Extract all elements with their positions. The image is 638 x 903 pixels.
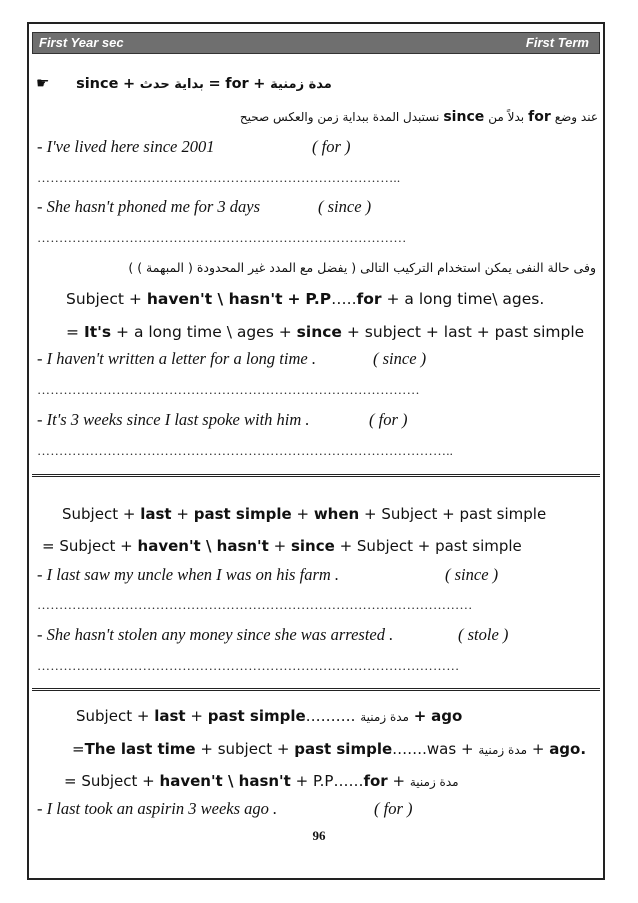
exercise-2: - She hasn't phoned me for 3 days (37, 197, 261, 216)
header-right: First Term (525, 35, 589, 50)
answer-line[interactable]: ………………………………………………………………………………….. (37, 443, 454, 458)
f-for: for (356, 290, 382, 308)
note-since: since (443, 109, 485, 125)
f-ago: ago (431, 707, 463, 725)
exercise-1-hint: ( for ) (312, 137, 351, 156)
f-plus: + (136, 707, 150, 725)
f-equals: = Subject + (64, 772, 155, 790)
f-gap: …….was + (392, 740, 474, 758)
rule-plus: + (123, 76, 136, 92)
f-its: It's (83, 323, 112, 341)
exercise-4: - It's 3 weeks since I last spoke with him . (37, 410, 310, 429)
exercise-5: - I last saw my uncle when I was on his farm . (37, 565, 340, 584)
exercise-6-hint: ( stole ) (458, 625, 509, 644)
f-ar-duration: مدة زمنية (409, 775, 459, 789)
f-past-simple: past simple (294, 740, 393, 758)
f-plus: + (296, 505, 310, 523)
exercise-2-hint: ( since ) (318, 197, 372, 216)
f-aux: haven't \ hasn't (159, 772, 291, 790)
f-when: when (313, 505, 360, 523)
rule-equals: = (208, 76, 221, 92)
f-part: + a long time \ ages + (116, 323, 292, 341)
f-plus: + (176, 505, 189, 523)
f-past-simple: past simple (193, 505, 292, 523)
answer-line[interactable]: ………………………………………………………………………… (37, 230, 407, 245)
f-plus: + (128, 290, 142, 308)
rule-since: since (76, 76, 119, 92)
formula-since (42, 537, 522, 555)
answer-line[interactable]: …………………………………………………………………………… (37, 382, 420, 397)
rule-since-for (36, 74, 332, 92)
f-subject: Subject (62, 505, 119, 523)
f-subject: Subject (66, 290, 124, 308)
answer-line[interactable]: …………………………………………………………………………………… (37, 658, 460, 673)
f-plus: + (122, 505, 136, 523)
f-last: last (154, 707, 186, 725)
f-gap: ….. (331, 290, 357, 308)
note-swap (240, 108, 598, 126)
rule-plus: + (253, 76, 266, 92)
f-plus: + (190, 707, 203, 725)
f-plus: + (287, 290, 301, 308)
f-part: + subject + (200, 740, 290, 758)
f-last-time: The last time (84, 740, 196, 758)
exercise-6: - She hasn't stolen any money since she was arrested . (37, 625, 394, 644)
exercise-7-hint: ( for ) (374, 799, 413, 818)
pointing-hand-icon: ☛ (36, 74, 50, 92)
f-equals: = (66, 323, 79, 341)
exercise-3: - I haven't written a letter for a long time . (37, 349, 316, 368)
exercise-sentence: - I've lived here since 2001 (37, 137, 215, 156)
f-since: since (290, 537, 335, 555)
section-divider (32, 474, 600, 477)
f-rest: + Subject + past simple (339, 537, 522, 555)
formula-its (66, 323, 584, 341)
f-rest: + a long time\ ages. (386, 290, 545, 308)
note-ar-right: عند وضع (554, 110, 598, 124)
note-negative: وفى حالة النفى يمكن استخدام التركيب التالى ( يفضل مع المدد غير المحدودة ( المبهمة ) ) (128, 260, 596, 275)
exercise-3-hint: ( since ) (373, 349, 427, 368)
header-bar (32, 32, 600, 54)
f-equals: = Subject + (42, 537, 133, 555)
formula-last-ago (76, 707, 462, 725)
f-past-simple: past simple (207, 707, 306, 725)
f-part: + P.P…… (295, 772, 364, 790)
formula-last-when (62, 505, 546, 523)
rule-ar-duration: مدة زمنية (270, 77, 332, 92)
note-ar-left: نستبدل المدة ببداية زمن والعكس صحيح (239, 110, 440, 124)
f-subject: Subject (76, 707, 133, 725)
f-plus: + (531, 740, 545, 758)
f-ago: ago. (549, 740, 587, 758)
formula-last-time (72, 740, 586, 758)
f-pp: P.P (305, 290, 332, 308)
f-equals: = (72, 740, 85, 758)
formula-for (64, 772, 459, 790)
f-plus: + (273, 537, 287, 555)
f-last: last (140, 505, 172, 523)
rule-for: for (225, 76, 249, 92)
section-divider (32, 688, 600, 691)
header-left: First Year sec (39, 35, 124, 50)
f-since: since (296, 323, 342, 341)
exercise-1 (37, 137, 214, 157)
f-rest: + Subject + past simple (363, 505, 547, 523)
f-plus: + (413, 707, 427, 725)
f-for: for (363, 772, 388, 790)
f-gap: ………. (305, 707, 356, 725)
f-ar-duration: مدة زمنية (478, 743, 528, 757)
answer-line[interactable]: ……………………………………………………………………………………… (37, 597, 473, 612)
f-aux: haven't \ hasn't (137, 537, 269, 555)
f-plus: + (392, 772, 406, 790)
exercise-7: - I last took an aspirin 3 weeks ago . (37, 799, 278, 818)
answer-line[interactable]: ……………………………………………………………………….. (37, 170, 401, 185)
f-aux: haven't \ hasn't (146, 290, 283, 308)
note-for: for (528, 109, 551, 125)
exercise-4-hint: ( for ) (369, 410, 408, 429)
note-ar-mid: بدلاً من (488, 110, 525, 124)
formula-negative (66, 290, 544, 308)
page-number: 96 (312, 828, 326, 843)
f-ar-duration: مدة زمنية (360, 710, 409, 724)
exercise-5-hint: ( since ) (445, 565, 499, 584)
rule-ar-start: بداية حدث (139, 77, 204, 92)
f-part: + subject + last + past simple (346, 323, 585, 341)
